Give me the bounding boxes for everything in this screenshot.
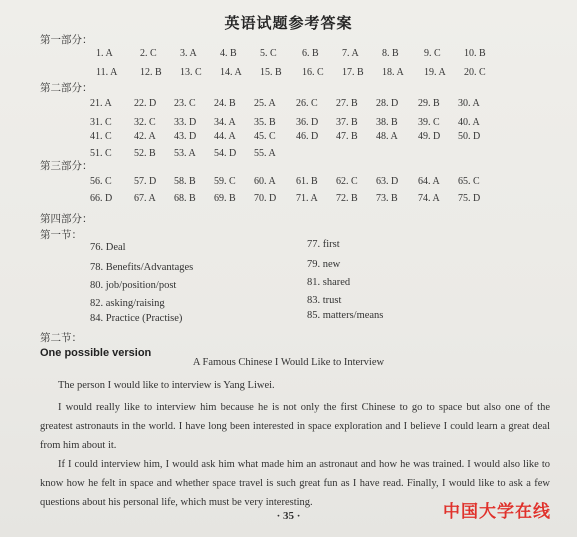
answer-item: 44. A <box>214 131 236 142</box>
page-number: · 35 · <box>276 510 301 522</box>
answer-item: 36. D <box>296 117 319 128</box>
fill-answer-item: 81. shared <box>307 277 351 288</box>
essay-title: A Famous Chinese I Would Like to Interview <box>192 357 385 368</box>
answer-item: 33. D <box>174 117 197 128</box>
answer-item: 16. C <box>302 67 324 78</box>
answer-item: 24. B <box>214 98 236 109</box>
answer-item: 21. A <box>90 98 112 109</box>
answer-item: 45. C <box>254 131 276 142</box>
fill-answer-item: 77. first <box>307 239 340 250</box>
answer-item: 40. A <box>458 117 480 128</box>
answer-item: 20. C <box>464 67 486 78</box>
answer-item: 35. B <box>254 117 276 128</box>
section1-label: 第一节： <box>40 229 82 241</box>
page-title: 英语试题参考答案 <box>224 14 353 32</box>
answer-item: 73. B <box>376 193 398 204</box>
answer-item: 75. D <box>458 193 481 204</box>
answer-item: 54. D <box>214 148 237 159</box>
answer-item: 46. D <box>296 131 319 142</box>
answer-item: 57. D <box>134 176 157 187</box>
answer-item: 30. A <box>458 98 480 109</box>
version-label: One possible version <box>40 347 152 359</box>
answer-item: 28. D <box>376 98 399 109</box>
answer-item: 63. D <box>376 176 399 187</box>
answer-item: 34. A <box>214 117 236 128</box>
answer-item: 59. C <box>214 176 236 187</box>
answer-item: 25. A <box>254 98 276 109</box>
answer-item: 42. A <box>134 131 156 142</box>
answer-item: 4. B <box>220 48 237 59</box>
answer-item: 9. C <box>424 48 441 59</box>
answer-item: 19. A <box>424 67 446 78</box>
answer-item: 72. B <box>336 193 358 204</box>
fill-answer-item: 80. job/position/post <box>90 280 177 291</box>
answer-item: 37. B <box>336 117 358 128</box>
answer-item: 66. D <box>90 193 113 204</box>
part1-label: 第一部分： <box>40 34 93 46</box>
answer-item: 2. C <box>140 48 157 59</box>
answer-item: 27. B <box>336 98 358 109</box>
answer-item: 56. C <box>90 176 112 187</box>
answer-item: 43. D <box>174 131 197 142</box>
site-watermark: 中国大学在线 <box>443 502 551 522</box>
answer-item: 7. A <box>342 48 359 59</box>
answer-item: 32. C <box>134 117 156 128</box>
answer-item: 18. A <box>382 67 404 78</box>
answer-item: 23. C <box>174 98 196 109</box>
answer-item: 68. B <box>174 193 196 204</box>
answer-item: 52. B <box>134 148 156 159</box>
answer-item: 71. A <box>296 193 318 204</box>
answer-item: 60. A <box>254 176 276 187</box>
answer-item: 65. C <box>458 176 480 187</box>
essay-paragraph-1: The person I would like to interview is Yang Liwei. <box>58 380 275 391</box>
fill-answer-item: 79. new <box>307 259 341 270</box>
answer-item: 29. B <box>418 98 440 109</box>
answer-item: 41. C <box>90 131 112 142</box>
answer-item: 14. A <box>220 67 242 78</box>
answer-item: 1. A <box>96 48 113 59</box>
answer-item: 8. B <box>382 48 399 59</box>
answer-item: 3. A <box>180 48 197 59</box>
part4-label: 第四部分： <box>40 213 93 225</box>
answer-item: 22. D <box>134 98 157 109</box>
answer-item: 47. B <box>336 131 358 142</box>
answer-item: 13. C <box>180 67 202 78</box>
fill-answer-item: 84. Practice (Practise) <box>90 313 183 324</box>
answer-item: 11. A <box>96 67 118 78</box>
answer-item: 61. B <box>296 176 318 187</box>
answer-item: 5. C <box>260 48 277 59</box>
answer-item: 17. B <box>342 67 364 78</box>
part3-label: 第三部分： <box>40 160 93 172</box>
answer-item: 6. B <box>302 48 319 59</box>
fill-answer-item: 76. Deal <box>90 242 126 253</box>
answer-item: 51. C <box>90 148 112 159</box>
fill-answer-item: 78. Benefits/Advantages <box>90 262 194 273</box>
answer-item: 31. C <box>90 117 112 128</box>
essay-paragraph-2: I would really like to interview him because he is not only the first Chinese to go to space but also one of the greatest astronauts in the world. I have long been interested in space exploration and I believe I could learn a great deal from him about it. <box>40 402 550 451</box>
answer-item: 26. C <box>296 98 318 109</box>
answer-item: 62. C <box>336 176 358 187</box>
answer-item: 74. A <box>418 193 440 204</box>
part2-label: 第二部分： <box>40 82 93 94</box>
answer-item: 48. A <box>376 131 398 142</box>
answer-item: 10. B <box>464 48 486 59</box>
fill-answer-item: 83. trust <box>307 295 342 306</box>
answer-item: 58. B <box>174 176 196 187</box>
answer-item: 55. A <box>254 148 276 159</box>
answer-item: 39. C <box>418 117 440 128</box>
answer-item: 53. A <box>174 148 196 159</box>
answer-item: 70. D <box>254 193 277 204</box>
answer-item: 64. A <box>418 176 440 187</box>
answer-item: 67. A <box>134 193 156 204</box>
answer-item: 12. B <box>140 67 162 78</box>
answer-item: 49. D <box>418 131 441 142</box>
answer-item: 38. B <box>376 117 398 128</box>
fill-answer-item: 85. matters/means <box>307 310 384 321</box>
essay-paragraph-3: If I could interview him, I would ask him what made him an astronaut and how he was trained. I would also like to know how he felt in space and whether space travel is such great fun as I have read. Finally, I would like to ask a few questions about his personal life, which must be very interesting. <box>40 459 550 508</box>
fill-answer-item: 82. asking/raising <box>90 298 165 309</box>
answer-item: 69. B <box>214 193 236 204</box>
section2-label: 第二节： <box>40 332 82 344</box>
answer-item: 50. D <box>458 131 481 142</box>
answer-item: 15. B <box>260 67 282 78</box>
